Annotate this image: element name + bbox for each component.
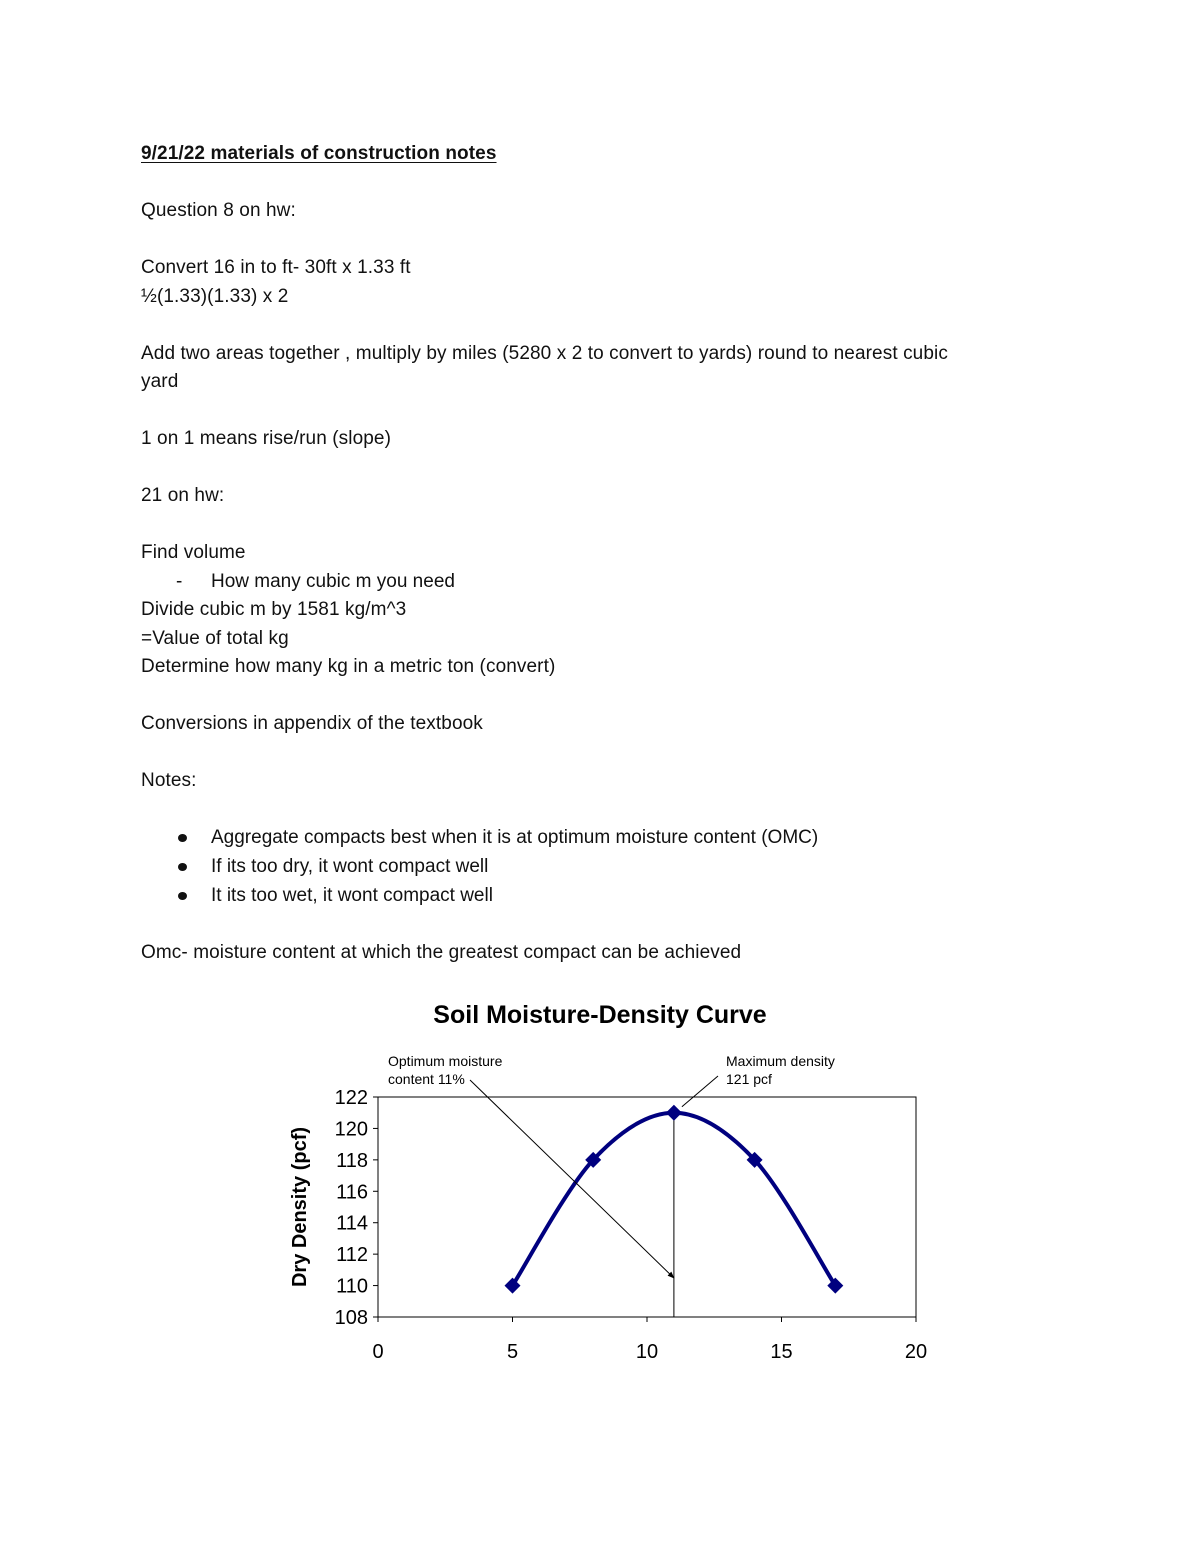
annotation-pointer-maximum [682, 1076, 718, 1107]
y-tick-label: 122 [334, 1087, 368, 1109]
add-areas-line-1: Add two areas together , multiply by miles (5280 x 2 to convert to yards) round to nearest cubic [141, 343, 948, 364]
x-tick-label: 10 [635, 1341, 659, 1363]
y-tick-label: 110 [336, 1275, 368, 1298]
bullet-text: It its too wet, it wont compact well [211, 885, 493, 906]
value-note: =Value of total kg [141, 628, 289, 649]
omc-definition: Omc- moisture content at which the greatest compact can be achieved [141, 942, 742, 963]
x-tick-label: 20 [904, 1341, 928, 1363]
y-tick-label: 114 [336, 1212, 368, 1235]
annotation-optimum-moisture [388, 1053, 503, 1087]
moisture-density-chart [270, 990, 950, 1380]
notes-title: 9/21/22 materials of construction notes [141, 143, 497, 164]
bullet-icon [178, 892, 187, 900]
x-tick-label: 5 [506, 1341, 519, 1363]
annotation-line: Maximum density [726, 1053, 835, 1069]
annotation-maximum-density [726, 1053, 835, 1087]
bullet-text: If its too dry, it wont compact well [211, 856, 489, 877]
y-tick-label: 116 [336, 1181, 368, 1204]
chart-y-axis-label: Dry Density (pcf) [289, 1126, 311, 1288]
find-volume: Find volume [141, 542, 246, 563]
x-tick-label: 15 [770, 1341, 793, 1363]
determine-note: Determine how many kg in a metric ton (convert) [141, 656, 556, 677]
y-tick-label: 108 [334, 1307, 368, 1329]
conversions-note: Conversions in appendix of the textbook [141, 713, 483, 734]
sub-list-item-text: How many cubic m you need [211, 571, 455, 592]
divide-note: Divide cubic m by 1581 kg/m^3 [141, 599, 407, 620]
convert-line-1: Convert 16 in to ft- 30ft x 1.33 ft [141, 257, 411, 278]
dash-marker: - [176, 571, 183, 592]
question-8-heading: Question 8 on hw: [141, 200, 296, 221]
x-tick-label: 0 [372, 1341, 384, 1363]
add-areas-line-2: yard [141, 371, 179, 392]
bullet-text: Aggregate compacts best when it is at optimum moisture content (OMC) [211, 827, 819, 848]
y-tick-label: 118 [336, 1149, 368, 1172]
annotation-arrow-optimum [470, 1080, 674, 1278]
bullet-icon [178, 863, 187, 871]
annotation-line: Optimum moisture [388, 1053, 503, 1069]
notes-label: Notes: [141, 770, 197, 791]
question-21-heading: 21 on hw: [141, 485, 225, 506]
annotation-line: 121 pcf [726, 1071, 772, 1087]
convert-line-2: ½(1.33)(1.33) x 2 [141, 286, 289, 307]
y-tick-label: 120 [334, 1118, 368, 1141]
annotation-line: content 11% [388, 1071, 465, 1087]
y-tick-label: 112 [336, 1244, 368, 1267]
slope-note: 1 on 1 means rise/run (slope) [141, 428, 392, 449]
bullet-icon [178, 834, 187, 842]
data-point-diamond [666, 1105, 682, 1121]
chart-title: Soil Moisture-Density Curve [433, 1001, 767, 1029]
